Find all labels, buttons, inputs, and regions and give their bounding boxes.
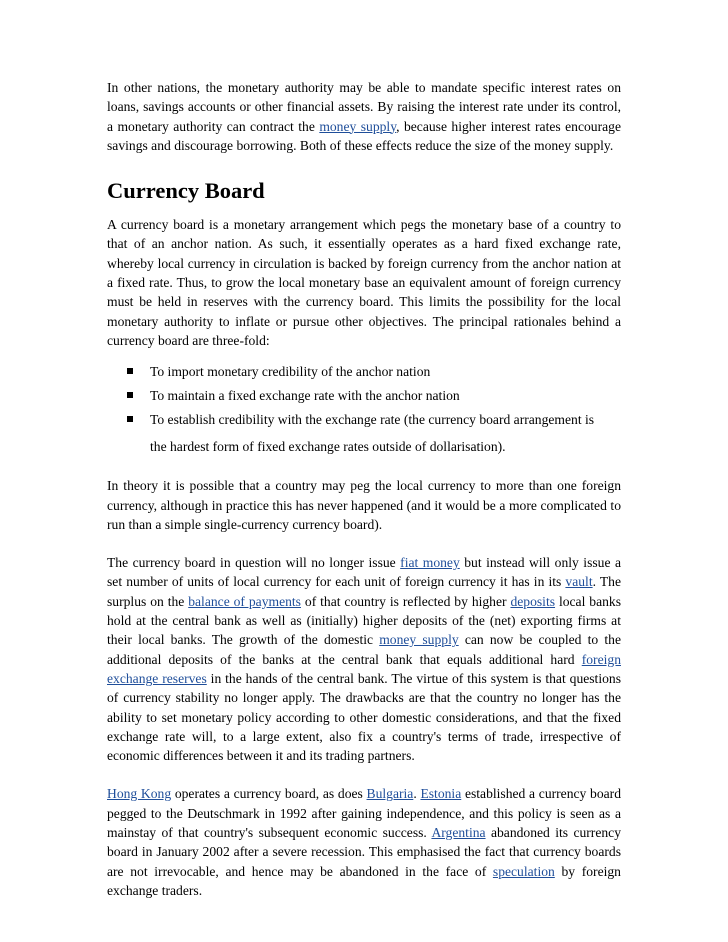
rationale-text: To import monetary credibility of the anchor nation: [150, 364, 431, 380]
square-bullet-icon: [127, 368, 133, 374]
list-item: [107, 384, 621, 408]
square-bullet-icon: [127, 392, 133, 398]
link-bulgaria[interactable]: Bulgaria: [366, 786, 414, 802]
link-fiat-money[interactable]: fiat money: [400, 555, 460, 571]
examples-text-2: .: [413, 786, 421, 802]
document-page: [107, 78, 621, 900]
link-deposits[interactable]: deposits: [510, 593, 556, 609]
issue-paragraph: [107, 553, 621, 765]
issue-text-3: . The surplus on the: [107, 574, 621, 609]
issue-text-4: of that country is reflected by higher: [300, 593, 511, 609]
link-balance-of-payments[interactable]: balance of payments: [188, 593, 301, 609]
square-bullet-icon: [127, 416, 133, 422]
list-item: [107, 408, 621, 459]
list-item: [107, 360, 621, 384]
theory-paragraph: In theory it is possible that a country may peg the local currency to more than one foreign currency, although in practice this has never happened (and it would be a more complicated to run than a simple single-currency currency board).: [107, 478, 621, 532]
link-money-supply-2[interactable]: money supply: [379, 632, 459, 648]
section-heading: Currency Board: [107, 178, 265, 204]
rationale-text-line-2: the hardest form of fixed exchange rates outside of dollarisation).: [150, 439, 506, 455]
rationale-text: To maintain a fixed exchange rate with the anchor nation: [150, 388, 460, 404]
issue-text-5: local banks hold at the central bank as well as (initially) higher deposits of the (net) exporting firms at their local banks. The growth of the domestic: [107, 593, 621, 648]
intro-text-1: In other nations, the monetary authority may be able to mandate specific interest rates on loans, savings accounts or other financial assets. By raising the interest rate under its control, a monetary authority can contract the: [107, 80, 621, 134]
definition-paragraph: A currency board is a monetary arrangement which pegs the monetary base of a country to that of an anchor nation. As such, it essentially operates as a hard fixed exchange rate, whereby local currency in circulation is backed by foreign currency from the anchor nation at a fixed rate. Thus, to grow the local monetary base an equivalent amount of foreign currency must be held in reserves with the currency board. This limits the possibility for the local monetary authority to inflate or pursue other objectives. The principal rationales behind a currency board are three-fold:: [107, 217, 621, 348]
link-money-supply[interactable]: money supply: [319, 118, 397, 134]
intro-paragraph: [107, 78, 621, 155]
intro-text-2: , because higher interest rates encourage savings and discourage borrowing. Both of these effects reduce the size of the money supply.: [107, 118, 621, 153]
examples-text-5: by foreign exchange traders.: [107, 863, 621, 898]
examples-text-3: established a currency board pegged to the Deutschmark in 1992 after gaining independence, and this policy is seen as a mainstay of that country's subsequent economic success.: [107, 786, 621, 841]
rationale-text-line-1: To establish credibility with the exchange rate (the currency board arrangement is: [150, 412, 595, 428]
examples-text-1: operates a currency board, as does: [171, 786, 367, 802]
link-estonia[interactable]: Estonia: [420, 786, 462, 802]
link-argentina[interactable]: Argentina: [431, 825, 486, 841]
issue-text-7: in the hands of the central bank. The virtue of this system is that questions of currency stability no longer apply. The drawbacks are that the country no longer has the ability to set monetary policy according to other domestic considerations, and that the fixed exchange rate will, to a large extent, also fix a country's terms of trade, irrespective of economic differences between it and its trading partners.: [107, 670, 621, 764]
link-foreign-exchange-reserves[interactable]: foreign exchange reserves: [107, 651, 621, 686]
examples-text-4: abandoned its currency board in January 2002 after a severe recession. This emphasised the fact that currency boards are not irrevocable, and hence may be abandoned in the face of: [107, 825, 621, 879]
rationale-list: [107, 360, 621, 459]
link-hong-kong[interactable]: Hong Kong: [107, 786, 172, 802]
issue-text-2: but instead will only issue a set number of units of local currency for each unit of foreign currency it has in its: [107, 555, 622, 590]
link-vault[interactable]: vault: [565, 574, 593, 590]
examples-paragraph: [107, 784, 621, 900]
issue-text-6: can now be coupled to the additional deposits of the banks at the central bank that equals additional hard: [107, 632, 621, 667]
link-speculation[interactable]: speculation: [492, 863, 555, 879]
issue-text-1: The currency board in question will no longer issue: [107, 555, 401, 571]
